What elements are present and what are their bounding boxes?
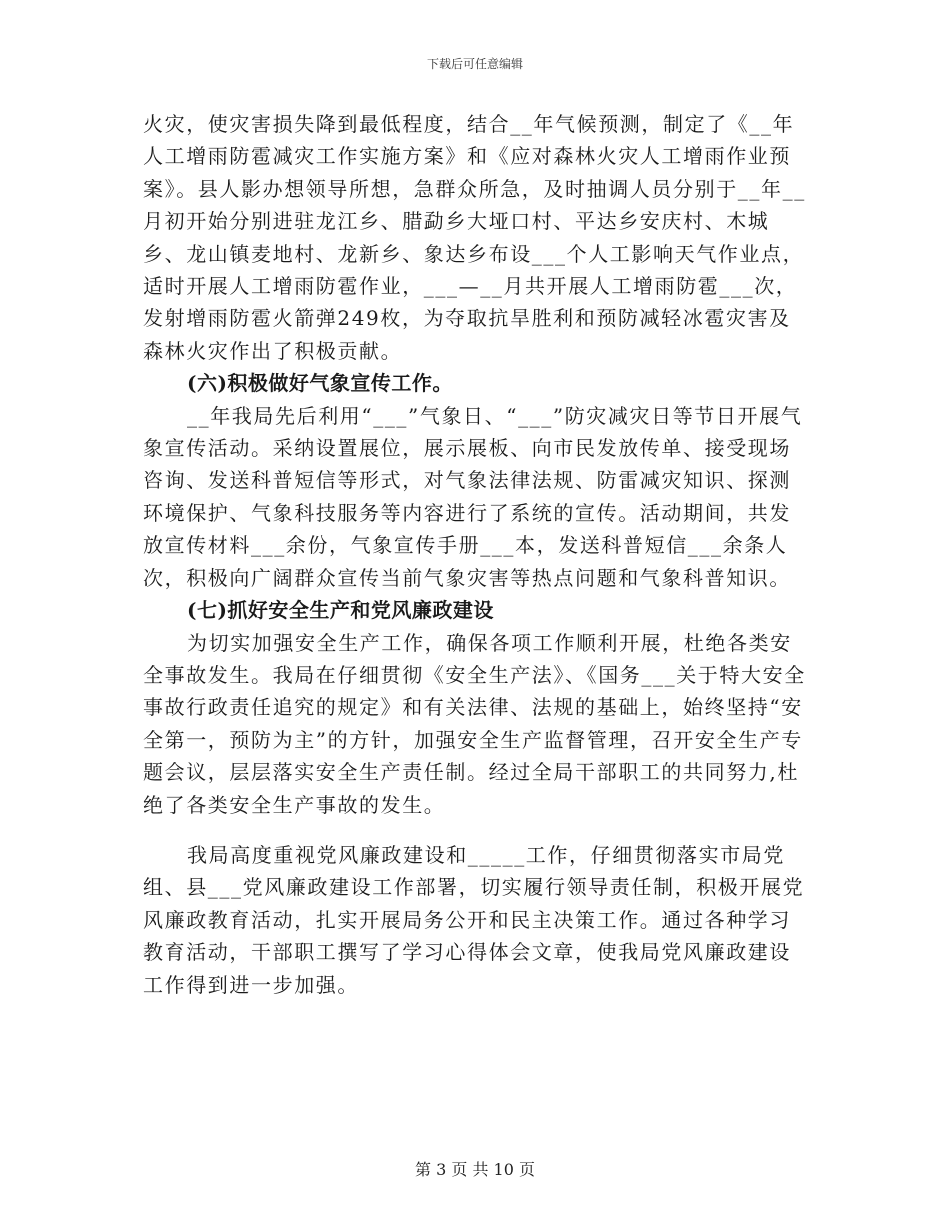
section-heading-7: (七)抓好安全生产和党风廉政建设	[187, 598, 494, 623]
paragraph-gap	[143, 821, 808, 839]
paragraph-fire-prevention: 火灾，使灾害损失降到最低程度，结合__年气候预测，制定了《__年人工增雨防雹减灾工作实施方案》和《应对森林火灾人工增雨作业预案》。县人影办想领导所想，急群众所急，及时抽调人员分别于__年__月初开始分别进驻龙江乡、腊勐乡大垭口村、平达乡安庆村、木城乡、龙山镇麦地村、龙新乡、象达乡布设___个人工影响天气作业点，适时开展人工增雨防雹作业，___—__月共开展人工增雨防雹___次，发射增雨防雹火箭弹249枚，为夺取抗旱胜利和预防减轻冰雹灾害及森林火灾作出了积极贡献。	[143, 112, 806, 363]
paragraph-safety: 为切实加强安全生产工作，确保各项工作顺利开展，杜绝各类安全事故发生。我局在仔细贯彻《安全生产法》、《国务___关于特大安全事故行政责任追究的规定》和有关法律、法规的基础上，始终坚持“安全第一，预防为主”的方针，加强安全生产监督管理，召开安全生产专题会议，层层落实安全生产责任制。经过全局干部职工的共同努力,杜绝了各类安全生产事故的发生。	[143, 630, 806, 817]
document-body	[143, 108, 808, 1001]
section-heading-6: (六)积极做好气象宣传工作。	[187, 371, 453, 396]
page-header-note: 下载后可任意编辑	[426, 57, 523, 71]
page-number: 第 3 页 共 10 页	[415, 1160, 535, 1179]
paragraph-publicity: __年我局先后利用“___”气象日、“___”防灾减灾日等节日开展气象宣传活动。采纳设置展位，展示展板、向市民发放传单、接受现场咨询、发送科普短信等形式，对气象法律法规、防雷减灾知识、探测环境保护、气象科技服务等内容进行了系统的宣传。活动期间，共发放宣传材料___余份，气象宣传手册___本，发送科普短信___余条人次，积极向广阔群众宣传当前气象灾害等热点问题和气象科普知识。	[143, 403, 803, 590]
paragraph-integrity: 我局高度重视党风廉政建设和_____工作，仔细贯彻落实市局党组、县___党风廉政建设工作部署，切实履行领导责任制，积极开展党风廉政教育活动，扎实开展局务公开和民主决策工作。通过各种学习教育活动，干部职工撰写了学习心得体会文章，使我局党风廉政建设工作得到进一步加强。	[143, 842, 805, 997]
